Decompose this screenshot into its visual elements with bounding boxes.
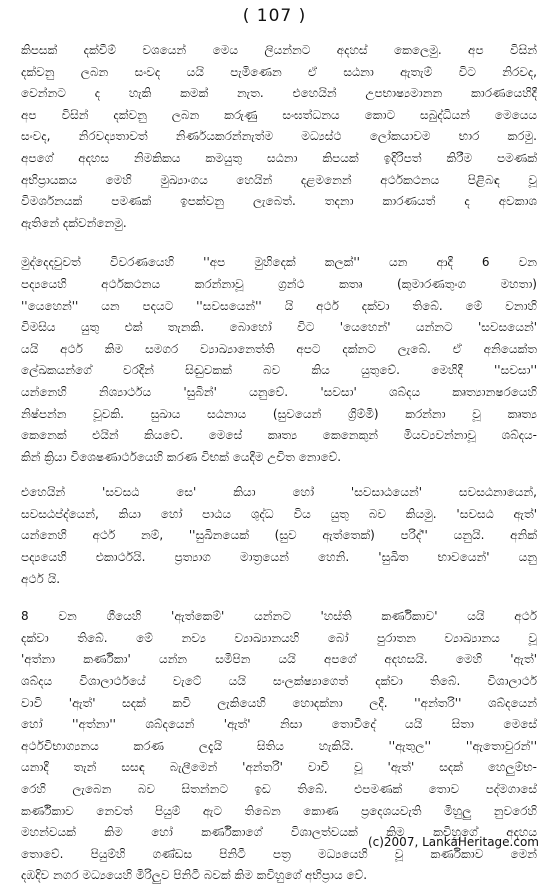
- text-line: 'අත්නා කර්ණිකා' යන්න සමීපින යයි අපගේ අදහසයි. මෙහි 'ඇත්': [21, 652, 537, 667]
- paragraph-2: [21, 252, 537, 468]
- text-line: සවසඨප්ද්යෙන්, කියා හෝ පාඨය ශුද්ධ විය යුතු බව කියමු. 'සවසඨ ඇත්': [21, 506, 537, 521]
- text-line: යන්නෙහි අර්ථ නම්, ''සුඛිනයෙක් (සුව ඇත්තෙක්) පරිද්'' යනුයි. අනික්: [21, 528, 537, 543]
- text-line: යන්නෙහි නිශ්‍යාර්ථය 'සුබින්' යනුවේ. 'සවසා' ශබ්දය කෘත්‍යානෂරයෙහි: [21, 384, 537, 399]
- text-line: නිෂ්පන්න වූවකි. සුඛාය සඨනාය (සුවයෙන් ග්‍රිම්මි) කරන්නා වූ කෘත්‍ය: [21, 406, 537, 421]
- text-line: යයි අර්ථ කිම සමගර ව්‍යාඛ්‍යානෙත්ති අපට දක්නට ලැබේ. ඒ අනියෙක්ත: [21, 341, 537, 356]
- text-line: විමසිය යුතු එක් තැනකි. බොහෝ විට 'යෙහෙන්' යන්නට 'සවසයෙන්': [21, 320, 537, 335]
- text-line: යනාදී තැන් සසඳ බැලීමෙන් 'අන්තරි' වාචි වූ 'ඇත්' සදක් හෙලුම්භ-: [21, 760, 537, 775]
- paragraph-3: [21, 482, 537, 590]
- text-line: අර්ථවිභාග්‍යනය කරණ ලදැයි සිතිය හැකියි. ''ඇතුල'' ''ඇතොවුරන්'': [21, 738, 537, 753]
- text-line: ලේඛකයන්ගේ වරදින් සිඬුවකක් බව කිය යුතුවේ. මෙහිදී ''සවසා'': [21, 363, 537, 378]
- text-line: කෙනෙක් එයින් කියවේ. මෙසේ කෘත්‍ය කෙනෙකුන් මියව්‍යවන්නාවූ ශබ්දය-: [21, 428, 537, 443]
- text-line: ''යෙහෙන්'' යන පදයට ''සවසයෙන්'' යි අර්ථ දක්වා තිබේ. මේ වනාහි: [21, 298, 537, 313]
- text-line: සංවද, නිරවද්‍යතාවත් නිර්ණයකරන්නැත්ම මධ්‍යස්ථ ලෝකයාවම භාර කරමු.: [21, 129, 537, 144]
- text-line: හෝ ''අත්නා'' ශබ්දයෙන් 'ඇත්' නිසා තොවීදේ යයි සිතා මෙසේ: [21, 717, 537, 732]
- text-line: මහන්වයක් කිම හෝ කර්ණිකාගේ විශාලත්වයක් කිම කවිහුගේ අදහය: [21, 825, 537, 840]
- text-line: පද්‍යයෙහි එකාර්ථයි. ප්‍රත්‍යාග මාත්‍රයෙන් හෙනි. 'සුඛිත භාවයෙන්' යනු: [21, 550, 537, 565]
- text-line: දක්වා තිබේ. මේ නව්‍ය ව්‍යාඛ්‍යානයහි බෝ පුරාතන ව්‍යාඛ්‍යානය වූ: [21, 630, 537, 645]
- text-line: දඹදිව නගර මධ්‍යයෙහි මිරිලුව පිනිටී බවක් කිම කවිහුගේ අභිප්‍රාය වේ.: [21, 868, 368, 883]
- text-line: වාවි 'ඇත්' සදක් කවි ලැකියෙහි හොදක්නා ලදී. ''අන්තරි'' ශබ්දයෙන්: [21, 695, 537, 710]
- text-line: වෙන්නට ද හැකි කමක් නැත. එහෙයින් උපභාෂ්‍යමානන කාරණයෙහිදී: [21, 86, 537, 101]
- text-line: මුද්දෙදවුවත් විවරණයෙහි ''අප මුහිදෙක් කලක්'' යන ආදී 6 වන: [21, 255, 537, 270]
- text-line: තොවේ. පියුම්හි ගණ්ඩස පිනිටී පත්‍ර මධ්‍යයෙහි වූ කර්ණිකාව මෙන්: [21, 846, 537, 861]
- text-line: අභිප්‍රායකය මෙහි මුඛ්‍යාංගය හෙයින් දළමනෙන් අර්ථකථනය පිළිබඳ වූ: [21, 172, 537, 187]
- text-line: දක්වනු ලබන සංවද යයි පැමිණෙන ඒ සඨනා ඇතැම් විට නිරවද,: [21, 64, 537, 79]
- text-line: ශබ්දය විශාලාර්ථයේ වැටේ යයි සංලක්ෂ්‍යාගෙත් දක්වා තිබේ. විශාලාර්ථ: [21, 674, 537, 689]
- text-line: රෙහි ලැබෙන බව සිතන්නට ඉඩ තිබේ. එපමණක් තොව පද්මගාසේ: [21, 782, 537, 796]
- text-line: ඇතිනේ දක්වන්නෙමු.: [21, 215, 127, 230]
- text-line: පද්‍යයෙහි අර්ථකථනය කරන්නාවූ ග්‍රන්ථ කතෘ (කුමාරණතුංග මහතා): [21, 276, 537, 291]
- text-line: එහෙයින් 'සවසඨ සෙ' කියා හෝ 'සවසාඨයෙන්' සවසඨනායෙන්,: [21, 485, 537, 500]
- text-line: කිපසක් දක්වීම් වශයෙන් මෙය ලියන්නට අදහස් කෙලෙමු. අප විසින්: [21, 43, 537, 57]
- page-body: [21, 40, 537, 887]
- copyright-footer: (c)2007, LankaHeritage.com: [367, 835, 539, 849]
- text-line: 8 වන ගීයෙහි 'ඇත්කෙම්' යන්නට 'හස්ති කර්ණිකාව' යයි අර්ථ: [21, 609, 537, 624]
- paragraph-1: [21, 40, 537, 234]
- text-line: අර්ථ යි.: [21, 571, 61, 586]
- text-line: විමර්ශනයක් පමණක් ඉපක්වනු ලැබෙත්. තදනා කාරණයත් ද අවකාශ: [21, 194, 537, 209]
- text-line: අපගේ අදහස නිමකිකය කමයුතු සඨනා කිපයක් ඉදිරිපත් කිරීම පමණක්: [21, 150, 537, 165]
- text-line: කින් ක්‍රියා විශෙෂණාර්ථයෙහි කරණ විභක් යෙදීම උචිත නොවේ.: [21, 449, 342, 464]
- text-line: අප විසින් දක්වනු ලබන කරුණු සංඝත්ධනය කොට සබුද්ධියන් මෙයෙය: [21, 107, 537, 122]
- page-number: ( 107 ): [242, 6, 307, 26]
- text-line: කර්ණිකාව නෙවත් පියුම් ඇට තිබෙන කොණ ප්‍රදෙශයවැති මිහුලු නුවරෙහි: [21, 803, 537, 818]
